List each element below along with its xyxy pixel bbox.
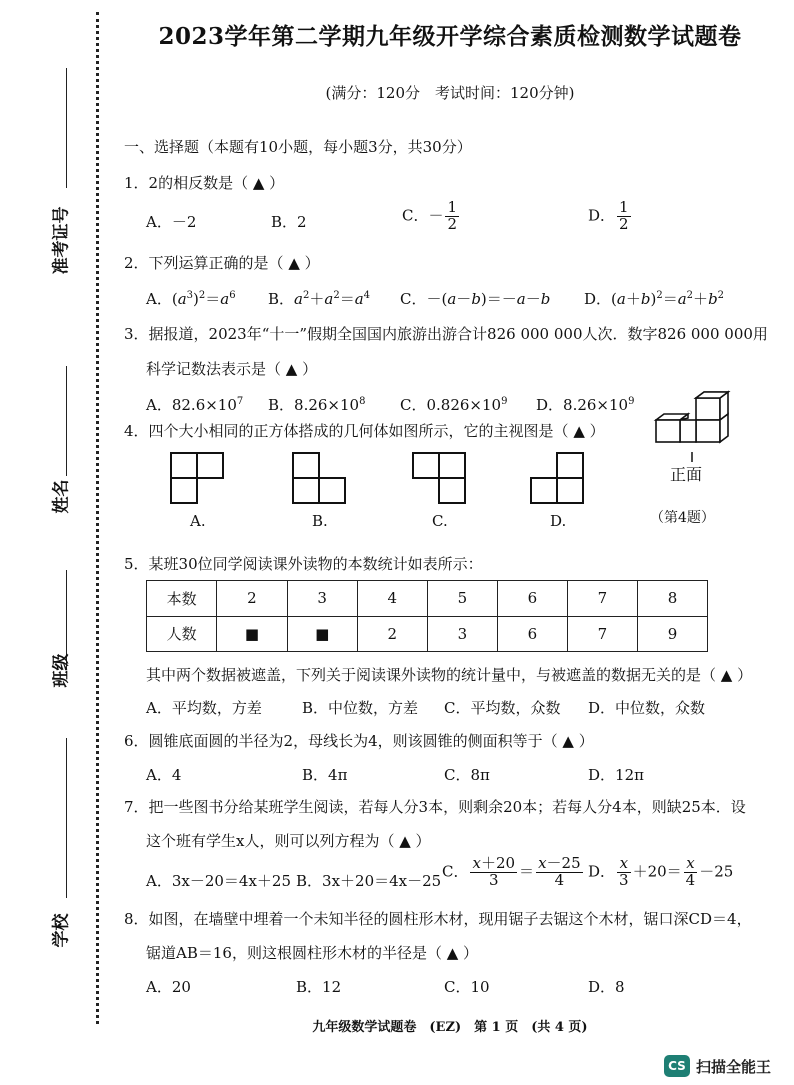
- q7-stem-line2: 这个班有学生x人，则可以列方程为（ ▲ ）: [146, 832, 431, 850]
- q8-stem-line1: 8．如图，在墙壁中埋着一个未知半径的圆柱形木材，现用锯子去锯这个木材，锯口深CD＝4，: [124, 910, 752, 928]
- table-cell: ■: [287, 616, 357, 652]
- table-cell: 9: [637, 616, 707, 652]
- q3-stem-line2: 科学记数法表示是（ ▲ ）: [146, 360, 318, 378]
- q6-option-a: A．4: [146, 766, 182, 784]
- q8-option-b: B．12: [296, 978, 342, 996]
- section-heading: 一、选择题（本题有10小题，每小题3分，共30分）: [124, 138, 472, 156]
- q1-option-a: A．－2: [146, 213, 197, 231]
- table-cell: 6: [497, 581, 567, 617]
- class-label: 班级: [51, 653, 72, 688]
- q3-option-c: C．$0.826\times 10^9$: [400, 396, 508, 414]
- q6-option-d: D．12π: [588, 766, 644, 784]
- table-cell: 本数: [147, 581, 217, 617]
- exam-id-line: [66, 68, 67, 188]
- q6-stem: 6．圆锥底面圆的半径为2，母线长为4，则该圆锥的侧面积等于（ ▲ ）: [124, 732, 594, 750]
- table-cell: 人数: [147, 616, 217, 652]
- table-cell: 4: [357, 581, 427, 617]
- table-cell: 3: [287, 581, 357, 617]
- q8-option-a: A．20: [146, 978, 191, 996]
- q2-option-c: C．－(a－b)＝－a－b: [400, 290, 551, 308]
- table-row: [147, 581, 708, 617]
- q5-option-c: C．平均数，众数: [444, 699, 561, 717]
- table-row: [147, 616, 708, 652]
- q4-option-d-label: D.: [550, 512, 567, 530]
- exam-title: 2023学年第二学期九年级开学综合素质检测数学试题卷: [158, 23, 742, 50]
- q4-stem: 4．四个大小相同的正方体搭成的几何体如图所示，它的主视图是（ ▲ ）: [124, 422, 605, 440]
- table-cell: 2: [357, 616, 427, 652]
- binding-dotted-line: [96, 12, 99, 1024]
- q5-stats-table: [146, 580, 708, 652]
- q5-option-a: A．平均数，方差: [146, 699, 262, 717]
- table-cell: 7: [567, 581, 637, 617]
- q8-option-d: D．8: [588, 978, 625, 996]
- scanner-name: 扫描全能王: [696, 1057, 772, 1076]
- q6-option-b: B．4π: [302, 766, 348, 784]
- q4-option-a-label: A.: [190, 512, 206, 530]
- exam-id-label: 准考证号: [51, 206, 72, 275]
- page-footer: 九年级数学试题卷 (EZ) 第 1 页 (共 4 页): [312, 1020, 588, 1035]
- q5-option-d: D．中位数，众数: [588, 699, 706, 717]
- q7-option-a: A．3x－20＝4x＋25: [146, 872, 292, 890]
- q7-stem-line1: 7．把一些图书分给某班学生阅读，若每人分3本，则剩余20本；若每人分4本，则缺25本．设: [124, 798, 746, 816]
- q2-option-d: D．$(a+b)^2=a^2+b^2$: [584, 290, 725, 308]
- q1-option-b: B．2: [271, 213, 307, 231]
- q4-option-c-label: C.: [432, 512, 448, 530]
- q3-option-d: D．$8.26\times 10^9$: [536, 396, 635, 414]
- q2-option-a: A．$(a^3)^2=a^6$: [146, 290, 236, 308]
- table-cell: 6: [497, 616, 567, 652]
- q3-stem-line1: 3．据报道，2023年“十一”假期全国国内旅游出游合计826 000 000人次．数字826 000 000用: [124, 325, 768, 343]
- q5-option-b: B．中位数，方差: [302, 699, 419, 717]
- school-label: 学校: [51, 913, 72, 948]
- q6-option-c: C．8π: [444, 766, 490, 784]
- q4-option-a-figure: [170, 452, 226, 506]
- table-cell: 5: [427, 581, 497, 617]
- front-arrow-icon: [686, 452, 698, 464]
- q4-option-d-figure: [530, 452, 586, 506]
- scanner-badge: [664, 1052, 771, 1080]
- q8-option-c: C．10: [444, 978, 490, 996]
- q4-option-b-label: B.: [312, 512, 328, 530]
- q4-front-view-label: 正面: [670, 465, 703, 484]
- school-line: [66, 738, 67, 898]
- q4-option-c-figure: [412, 452, 468, 506]
- q5-note: 其中两个数据被遮盖，下列关于阅读课外读物的统计量中，与被遮盖的数据无关的是（ ▲ ）: [146, 666, 753, 684]
- q1-option-c: C．－ $\frac{1}{2}$: [402, 198, 458, 233]
- q3-option-a: A．$82.6\times 10^7$: [146, 396, 244, 414]
- name-label: 姓名: [51, 479, 72, 514]
- q4-cube-figure: [650, 388, 732, 456]
- q7-option-b: B．3x＋20＝4x－25: [296, 872, 442, 890]
- q1-option-d: D． $\frac{1}{2}$: [588, 198, 629, 233]
- camscanner-logo-icon: CS: [664, 1055, 690, 1077]
- q8-stem-line2: 锯道AB＝16，则这根圆柱形木材的半径是（ ▲ ）: [146, 944, 479, 962]
- q7-option-c: C． $\frac{x+20}{3}$ ＝ $\frac{x-25}{4}$: [442, 854, 581, 889]
- table-cell: 8: [637, 581, 707, 617]
- q2-option-b: B．$a^2+a^2=a^4$: [268, 290, 371, 308]
- exam-subtitle: (满分：120分 考试时间：120分钟): [325, 84, 575, 102]
- q5-stem: 5．某班30位同学阅读课外读物的本数统计如表所示：: [124, 555, 483, 573]
- q2-stem: 2．下列运算正确的是（ ▲ ）: [124, 254, 320, 272]
- q1-stem: 1．2的相反数是（ ▲ ）: [124, 174, 285, 192]
- q4-option-b-figure: [292, 452, 348, 506]
- q3-option-b: B．$8.26\times 10^8$: [268, 396, 366, 414]
- table-cell: 3: [427, 616, 497, 652]
- q4-caption: （第4题）: [650, 510, 715, 526]
- table-cell: 2: [217, 581, 287, 617]
- table-cell: 7: [567, 616, 637, 652]
- q7-option-d: D． $\frac{x}{3}$ ＋20＝ $\frac{x}{4}$ －25: [588, 854, 734, 889]
- table-cell: ■: [217, 616, 287, 652]
